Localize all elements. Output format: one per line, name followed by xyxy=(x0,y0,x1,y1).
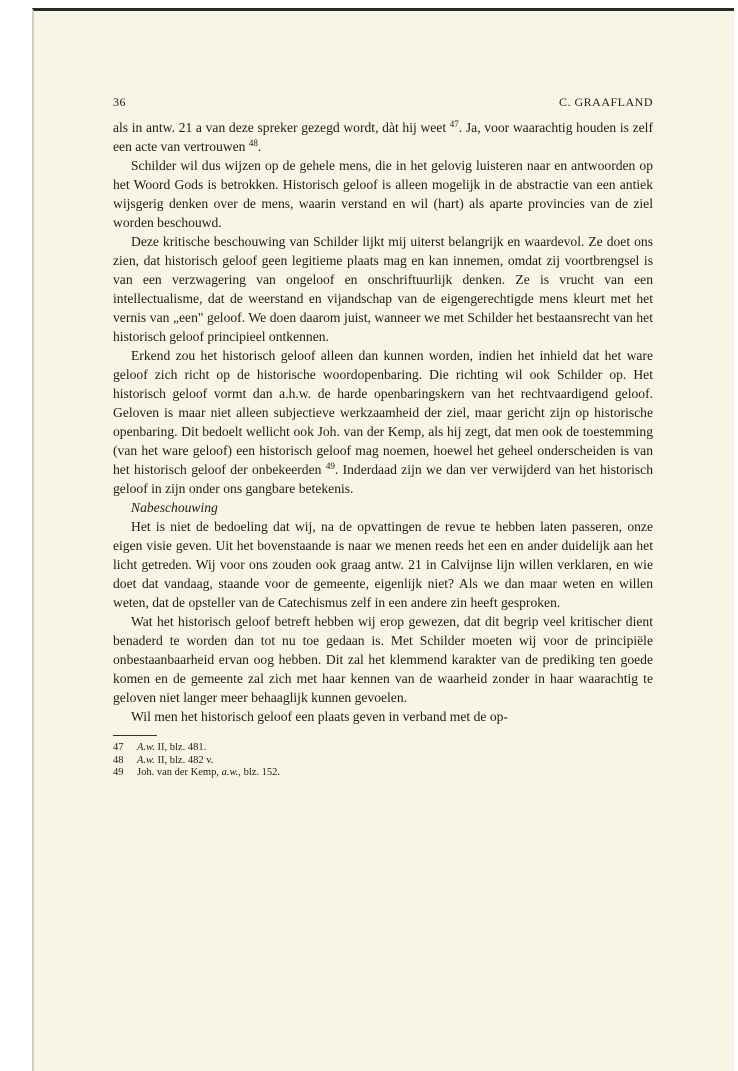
paragraph-2: Schilder wil dus wijzen op de gehele mens, die in het gelovig luisteren naar en antwoorden op het Woord Gods is betrokken. Historisch geloof is alleen mogelijk in de abstractie van een antiek wijsgerig denken over de mens, waarin verstand en wil (hart) als aparte provincies van de ziel worden beschouwd. xyxy=(113,158,653,230)
paragraph-1-text-a: als in antw. 21 a van deze spreker gezegd wordt, dàt hij weet xyxy=(113,120,450,135)
page-number: 36 xyxy=(113,95,126,109)
footnote-ref-48: 48 xyxy=(248,138,258,148)
footnote-number: 47 xyxy=(113,742,124,753)
paragraph-1-text-c: . xyxy=(257,139,262,154)
footnote-title: A.w. xyxy=(137,742,155,753)
footnote-47 xyxy=(113,742,653,755)
footnote-separator xyxy=(113,735,157,736)
body-text xyxy=(113,118,653,780)
footnote-ref-47: 47 xyxy=(449,119,459,129)
paragraph-3: Deze kritische beschouwing van Schilder lijkt mij uiterst belangrijk en waardevol. Ze doet ons zien, dat historisch geloof geen legitieme plaats mag en kan innemen, omdat zij voortbrengsel is van een verzwagering van ongeloof en onschriftuurlijk denken. Ze is vrucht van een intellectualisme, dat de weerstand en vijandschap van de eigengerechtigde mens kleurt met het vernis van „een" geloof. We doen daarom juist, wanneer we met Schilder het bestaansrecht van het historisch geloof principieel ontkennen. xyxy=(113,234,653,344)
paragraph-7: Wil men het historisch geloof een plaats geven in verband met de op- xyxy=(131,709,508,724)
footnote-text: blz. 152. xyxy=(240,767,281,778)
footnote-prefix: Joh. van der Kemp, xyxy=(137,767,222,778)
section-title: Nabeschouwing xyxy=(131,500,218,515)
paragraph-5: Het is niet de bedoeling dat wij, na de opvattingen de revue te hebben laten passeren, onze eigen visie geven. Uit het bovenstaande is naar we menen reeds het een en ander duidelijk aan het licht getreden. Wij voor ons zouden ook graag antw. 21 in Calvijnse lijn willen verklaren, en wie doet dat vandaag, staande voor de gemeente, eigenlijk niet? Als we dan maar weten en willen weten, dat de opsteller van de Catechismus zelf in een andere zin heeft gesproken. xyxy=(113,519,653,610)
paragraph-4-text-a: Erkend zou het historisch geloof alleen dan kunnen worden, indien het inhield dat het ware geloof zich richt op de historische woordopenbaring. Die richting wil ook Schilder op. Het historisch geloof vormt dan a.h.w. de harde openbaringskern van het rechtvaardigend geloof. Geloven is maar niet alleen subjectieve werkzaamheid der ziel, maar gericht zijn op historische openbaring. Dit bedoelt wellicht ook Joh. van der Kemp, als hij zegt, dat men ook de toestemming (van het ware geloof) een historisch geloof mag noemen, hoewel het geheel onderscheiden is van het historisch geloof der onbekeerden xyxy=(113,348,653,477)
footnote-ref-49: 49 xyxy=(325,461,335,471)
paragraph-4 xyxy=(113,346,653,498)
paragraph-6: Wat het historisch geloof betreft hebben wij erop gewezen, dat dit begrip veel kritischer dient benaderd te worden dan tot nu toe gedaan is. Met Schilder moeten wij voor de principiële onbestaanbaarheid ervan oog hebben. Dit zal het klemmend karakter van de prediking ten goede komen en de gemeente zal zich met haar kennen van de waarheid zonder in haar waarachtig te geloven niet langer meer behaaglijk kunnen gevoelen. xyxy=(113,614,653,705)
footnote-title: a.w., xyxy=(221,767,241,778)
running-head-author: C. GRAAFLAND xyxy=(558,95,653,109)
footnote-text: II, blz. 482 v. xyxy=(154,754,214,766)
paragraph-1 xyxy=(113,118,653,156)
footnote-48 xyxy=(113,755,653,768)
footnote-number: 49 xyxy=(113,767,124,778)
paragraph-4-text-b: . Inderdaad zijn we dan ver verwijderd van het historisch geloof in zijn onder ons gangbare betekenis. xyxy=(113,462,653,496)
paragraph-1-text-b: . Ja, voor waarachtig houden is zelf een acte van vertrouwen xyxy=(113,120,653,154)
footnote-title: A.w. xyxy=(137,754,155,766)
footnote-text: II, blz. 481. xyxy=(154,742,207,753)
footnotes xyxy=(113,742,653,780)
footnote-49 xyxy=(113,767,653,780)
footnote-number: 48 xyxy=(113,754,124,766)
